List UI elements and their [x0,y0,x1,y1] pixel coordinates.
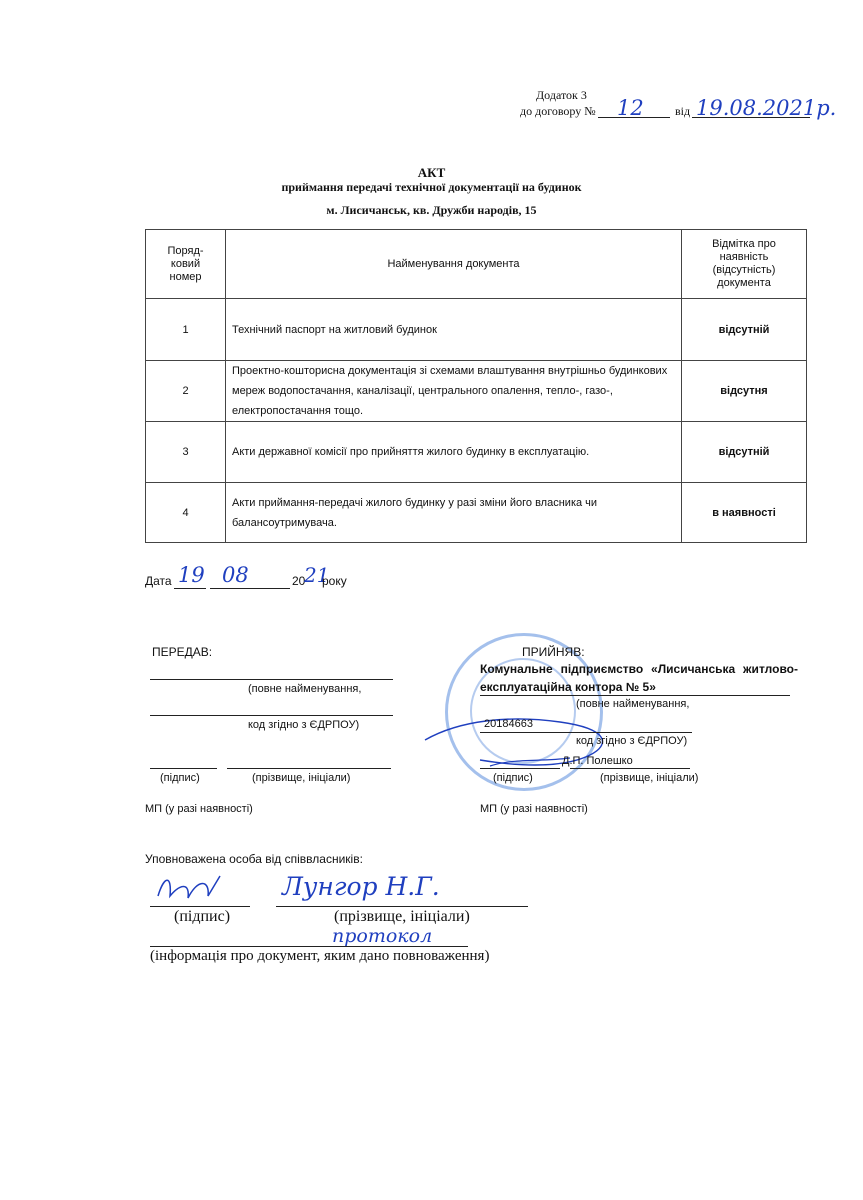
representative-document-handwritten: протокол [332,925,433,947]
receiver-org-line2: експлуатаційна контора № 5» [480,680,656,694]
act-subtitle: приймання передачі технічної документації на будинок [281,180,582,194]
date-month-handwritten: 08 [222,563,249,587]
contract-date-underline [692,117,810,118]
row-document-name: Акти державної комісії про прийняття жилого будинку в експлуатацію. [226,422,682,483]
date-day-handwritten: 19 [178,563,205,587]
row-status: в наявності [682,483,807,543]
table-row [146,483,807,543]
representative-name-handwritten: Лунгор Н.Г. [282,872,440,901]
transferor-initials-line [227,768,391,769]
act-title: АКТ [417,165,446,180]
row-number: 1 [146,299,226,361]
row-number: 2 [146,361,226,422]
representative-title: Уповноважена особа від співвласників: [145,852,363,866]
receiver-org-line1: Комунальне підприємство «Лисичанська житлово- [480,662,798,676]
building-address: м. Лисичанськ, кв. Дружби народів, 15 [326,203,537,217]
receiver-signature-caption: (підпис) [493,772,533,784]
transferor-title: ПЕРЕДАВ: [152,645,213,659]
receiver-edrpou-line [480,732,692,733]
contract-date-prefix: від [675,104,691,118]
row-status: відсутній [682,422,807,483]
date-day-underline [174,588,206,589]
representative-name-line [276,906,528,907]
representative-document-caption: (інформація про документ, яким дано повноваження) [150,948,490,964]
receiver-full-name-caption: (повне найменування, [576,698,690,710]
row-document-name: Акти приймання-передачі жилого будинку у разі зміни його власника чи балансоутримувача. [226,483,682,543]
transferor-signature-caption: (підпис) [160,772,200,784]
transferor-name-line [150,679,393,680]
row-status: відсутня [682,361,807,422]
table-row [146,422,807,483]
table-row [146,361,807,422]
receiver-initials-caption: (прізвище, ініціали) [600,772,699,784]
documents-table [145,229,807,543]
table-header-row [146,230,807,299]
header-name: Найменування документа [226,230,682,299]
contract-number-underline [598,117,670,118]
date-month-underline [210,588,290,589]
representative-signature-icon [150,866,240,910]
row-number: 4 [146,483,226,543]
contract-date-handwritten: 19.08.2021р. [696,96,837,120]
transferor-full-name-caption: (повне найменування, [248,683,362,695]
receiver-edrpou-value: 20184663 [484,718,533,730]
transferor-initials-caption: (прізвище, ініціали) [252,772,351,784]
header-number: Поряд- ковий номер [146,230,226,299]
annex-label: Додаток 3 [536,88,587,102]
receiver-edrpou-caption: код згідно з ЄДРПОУ) [576,735,688,747]
receiver-signer-name: Д.П. Полешко [562,755,633,767]
transferor-signature-line [150,768,217,769]
transferor-edrpou-caption: код згідно з ЄДРПОУ) [248,719,360,731]
representative-signature-caption: (підпис) [174,908,231,925]
date-year-prefix: 20 [292,574,306,588]
table-row [146,299,807,361]
date-year-handwritten: 21 [304,563,330,587]
row-status: відсутній [682,299,807,361]
receiver-title: ПРИЙНЯВ: [522,645,585,659]
date-label: Дата [145,574,172,588]
date-year-suffix: року [322,574,347,588]
contract-number-handwritten: 12 [617,96,644,120]
row-document-name: Технічний паспорт на житловий будинок [226,299,682,361]
contract-prefix: до договору № [520,104,596,118]
receiver-signature-line [480,768,560,769]
receiver-name-line [480,695,790,696]
header-status: Відмітка про наявність (відсутність) документа [682,230,807,299]
transferor-edrpou-line [150,715,393,716]
representative-name-caption: (прізвище, ініціали) [334,908,470,925]
row-number: 3 [146,422,226,483]
transferor-seal-caption: МП (у разі наявності) [145,803,253,815]
representative-document-line [150,946,468,947]
receiver-initials-line [570,768,690,769]
receiver-seal-caption: МП (у разі наявності) [480,803,588,815]
row-document-name: Проектно-кошторисна документація зі схемами влаштування внутрішньо будинкових мереж водопостачання, каналізації, центрального опалення, тепло-, газо-, електропостачання тощо. [226,361,682,422]
representative-signature-line [150,906,250,907]
